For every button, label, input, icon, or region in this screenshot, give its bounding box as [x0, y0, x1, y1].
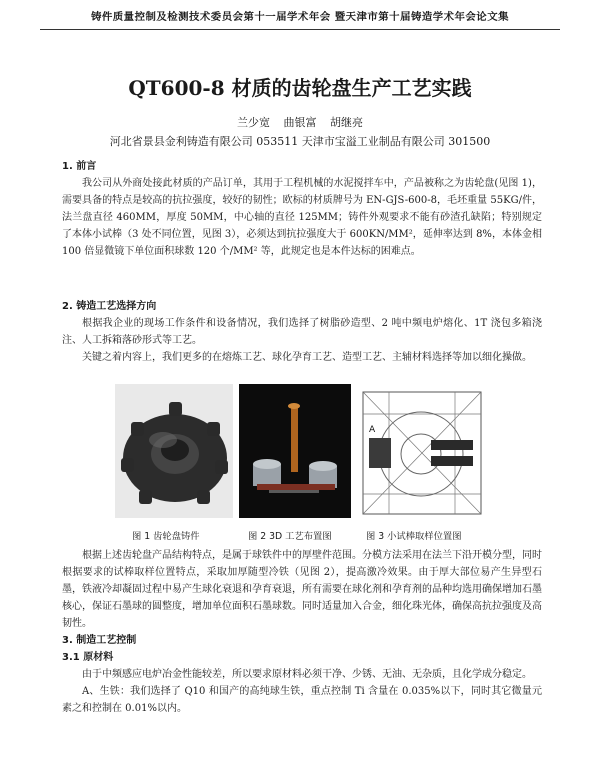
section-3-1-paragraph: 由于中频感应电炉冶金性能较差，所以要求原材料必须干净、少锈、无油、无杂质，且化学成分稳定。: [82, 669, 532, 680]
section-3: [62, 632, 542, 717]
authors: 兰少宽 曲银富 胡继亮: [237, 116, 363, 129]
section-2-paragraph-3: 根据上述齿轮盘产品结构特点，是属于球铁件中的厚壁件范围。分模方法采用在法兰下沿开模分型，同时根据要求的试棒取样位置特点，采取加厚随型冷铁（见图 2），提高激冷效果。由于厚大部位易产生异型石墨，铁液冷却凝固过程中易产生球化衰退和孕育衰退，所有需要在球化剂和孕育剂的品种均选用确保增加石墨核心，保证石墨球的圆整度，增加单位面积石墨球数。同时适量加入合金，细化珠光体，确保高抗拉强度及高韧性。: [62, 550, 542, 629]
section-1: [62, 158, 542, 260]
section-2-continued: [62, 547, 542, 632]
figure-1-caption: 图 1 齿轮盘铸件: [132, 531, 200, 542]
section-2-paragraph-1: 根据我企业的现场工作条件和设备情况，我们选择了树脂砂造型、2 吨中频电炉熔化、1T 浇包多箱浇注、人工拆箱落砂形式等工艺。: [62, 318, 542, 346]
section-2-heading: 2. 铸造工艺选择方向: [62, 301, 157, 312]
gear-disc-casting-photo: [115, 384, 233, 518]
section-1-paragraph: 我公司从外商处接此材质的产品订单，其用于工程机械的水泥搅拌车中，产品被称之为齿轮盘(见图 1)，需要具备的特点是较高的抗拉强度，较好的韧性；欧标的材质牌号为 EN-GJS-600-8，毛坯重量 55KG/件，法兰盘直径 460MM，厚度 50MM，中心轴的直径 125MM；铸件外观要求不能有砂渣孔缺陷；特别规定了本体小试棒（3 处不同位置，见图 3），必须达到抗拉强度大于 600KN/MM²，延伸率达到 8%，本体金相 100 倍显微镜下单位面积球数 120 个/MM² 等，此规定也是本件达标的困难点。: [62, 178, 542, 257]
test-bar-location-drawing: [359, 384, 483, 518]
section-3-heading: 3. 制造工艺控制: [62, 635, 137, 646]
section-2-paragraph-2: 关键之着内容上，我们更多的在熔炼工艺、球化孕育工艺、造型工艺、主辅材料选择等加以细化操做。: [82, 352, 532, 363]
section-3-1-item-a: A、生铁：我们选择了 Q10 和国产的高纯球生铁，重点控制 Ti 含量在 0.035%以下，同时其它微量元素之和控制在 0.01%以内。: [62, 686, 542, 714]
section-1-heading: 1. 前言: [62, 161, 97, 172]
figure-3-caption: 图 3 小试棒取样位置图: [366, 531, 462, 542]
affiliations: 河北省景县金利铸造有限公司 053511 天津市宝溢工业制品有限公司 301500: [109, 135, 491, 148]
section-2: [62, 298, 542, 366]
fig3-label-a: A: [369, 425, 376, 435]
section-3-1-heading: 3.1 原材料: [62, 652, 114, 663]
proceedings-header: 铸件质量控制及检测技术委员会第十一届学术年会 暨天津市第十届铸造学术年会论文集: [40, 8, 560, 30]
paper-title: QT600-8 材质的齿轮盘生产工艺实践: [128, 76, 472, 100]
figure-2-caption: 图 2 3D 工艺布置图: [248, 531, 332, 542]
figure-row: [115, 384, 495, 518]
3d-process-layout-image: [239, 384, 351, 518]
